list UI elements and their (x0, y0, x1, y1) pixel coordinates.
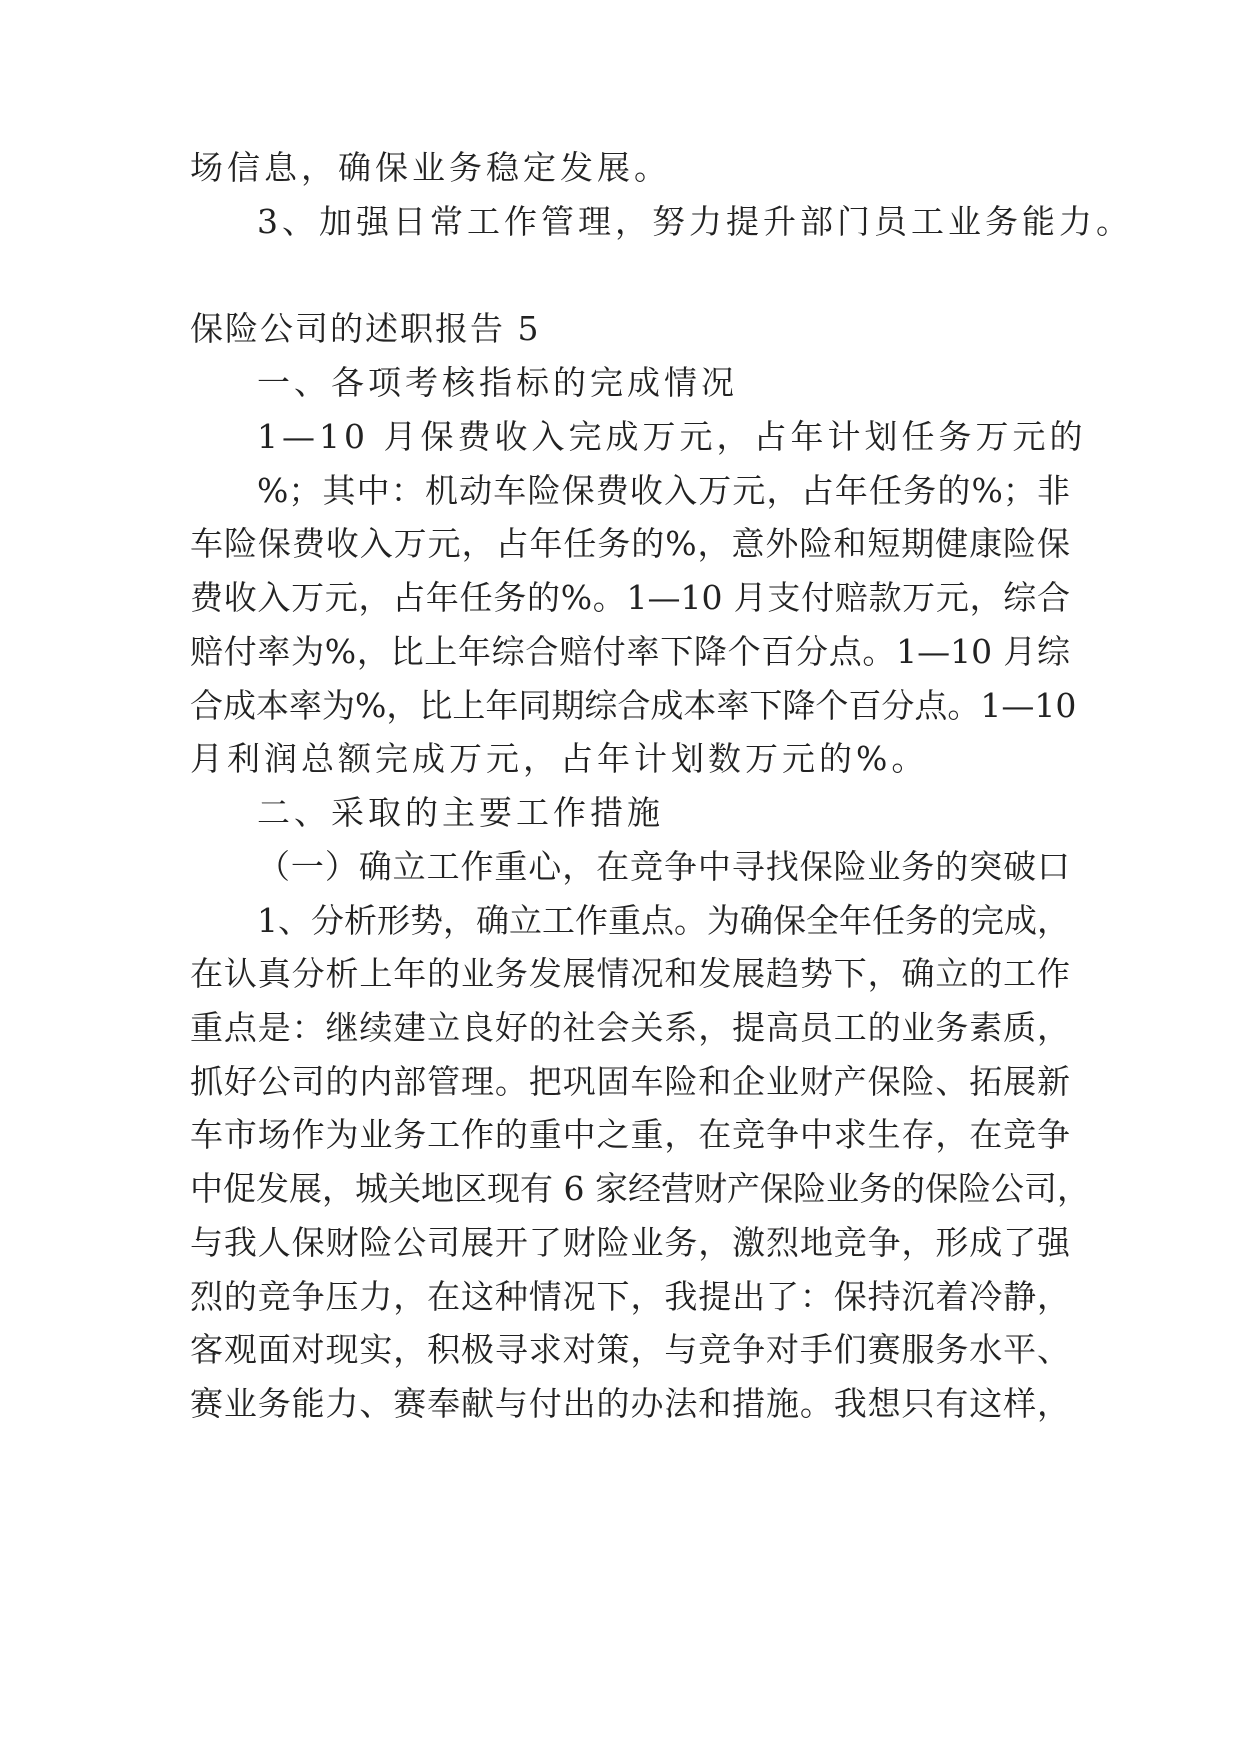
section-title: 保险公司的述职报告 5 (190, 309, 541, 348)
section-heading: 二、采取的主要工作措施 (257, 793, 664, 832)
subsection-heading: （一）确立工作重心，在竞争中寻找保险业务的突破口 (257, 847, 1070, 886)
paragraph-line: 车险保费收入万元，占年任务的%，意外险和短期健康险保 (190, 524, 1070, 563)
paragraph-line: 客观面对现实，积极寻求对策，与竞争对手们赛服务水平、 (190, 1330, 1070, 1369)
paragraph-line: 烈的竞争压力，在这种情况下，我提出了：保持沉着冷静， (190, 1277, 1070, 1316)
section-heading: 一、各项考核指标的完成情况 (257, 363, 738, 402)
paragraph-line: 月利润总额完成万元，占年计划数万元的%。 (190, 739, 929, 778)
paragraph-line: 场信息，确保业务稳定发展。 (190, 148, 671, 187)
paragraph-line: 抓好公司的内部管理。把巩固车险和企业财产保险、拓展新 (190, 1062, 1070, 1101)
paragraph-line: 在认真分析上年的业务发展情况和发展趋势下，确立的工作 (190, 954, 1070, 993)
paragraph-line: 中促发展，城关地区现有 6 家经营财产保险业务的保险公司， (190, 1169, 1090, 1208)
paragraph-line: %；其中：机动车险保费收入万元，占年任务的%；非 (257, 471, 1070, 510)
paragraph-line: 1、分析形势，确立工作重点。为确保全年任务的完成， (257, 901, 1070, 940)
paragraph-line: 车市场作为业务工作的重中之重，在竞争中求生存，在竞争 (190, 1115, 1070, 1154)
paragraph-line: 与我人保财险公司展开了财险业务，激烈地竞争，形成了强 (190, 1223, 1070, 1262)
paragraph-line: 合成本率为%，比上年同期综合成本率下降个百分点。1—10 (190, 686, 1077, 725)
paragraph-line: 赛业务能力、赛奉献与付出的办法和措施。我想只有这样， (190, 1384, 1070, 1423)
paragraph-line: 1—10 月保费收入完成万元，占年计划任务万元的 (257, 417, 1087, 456)
paragraph-line: 费收入万元，占年任务的%。1—10 月支付赔款万元，综合 (190, 578, 1070, 617)
paragraph-line: 重点是：继续建立良好的社会关系，提高员工的业务素质， (190, 1008, 1070, 1047)
paragraph-line: 赔付率为%，比上年综合赔付率下降个百分点。1—10 月综 (190, 632, 1070, 671)
paragraph-line: 3、加强日常工作管理，努力提升部门员工业务能力。 (257, 202, 1133, 241)
